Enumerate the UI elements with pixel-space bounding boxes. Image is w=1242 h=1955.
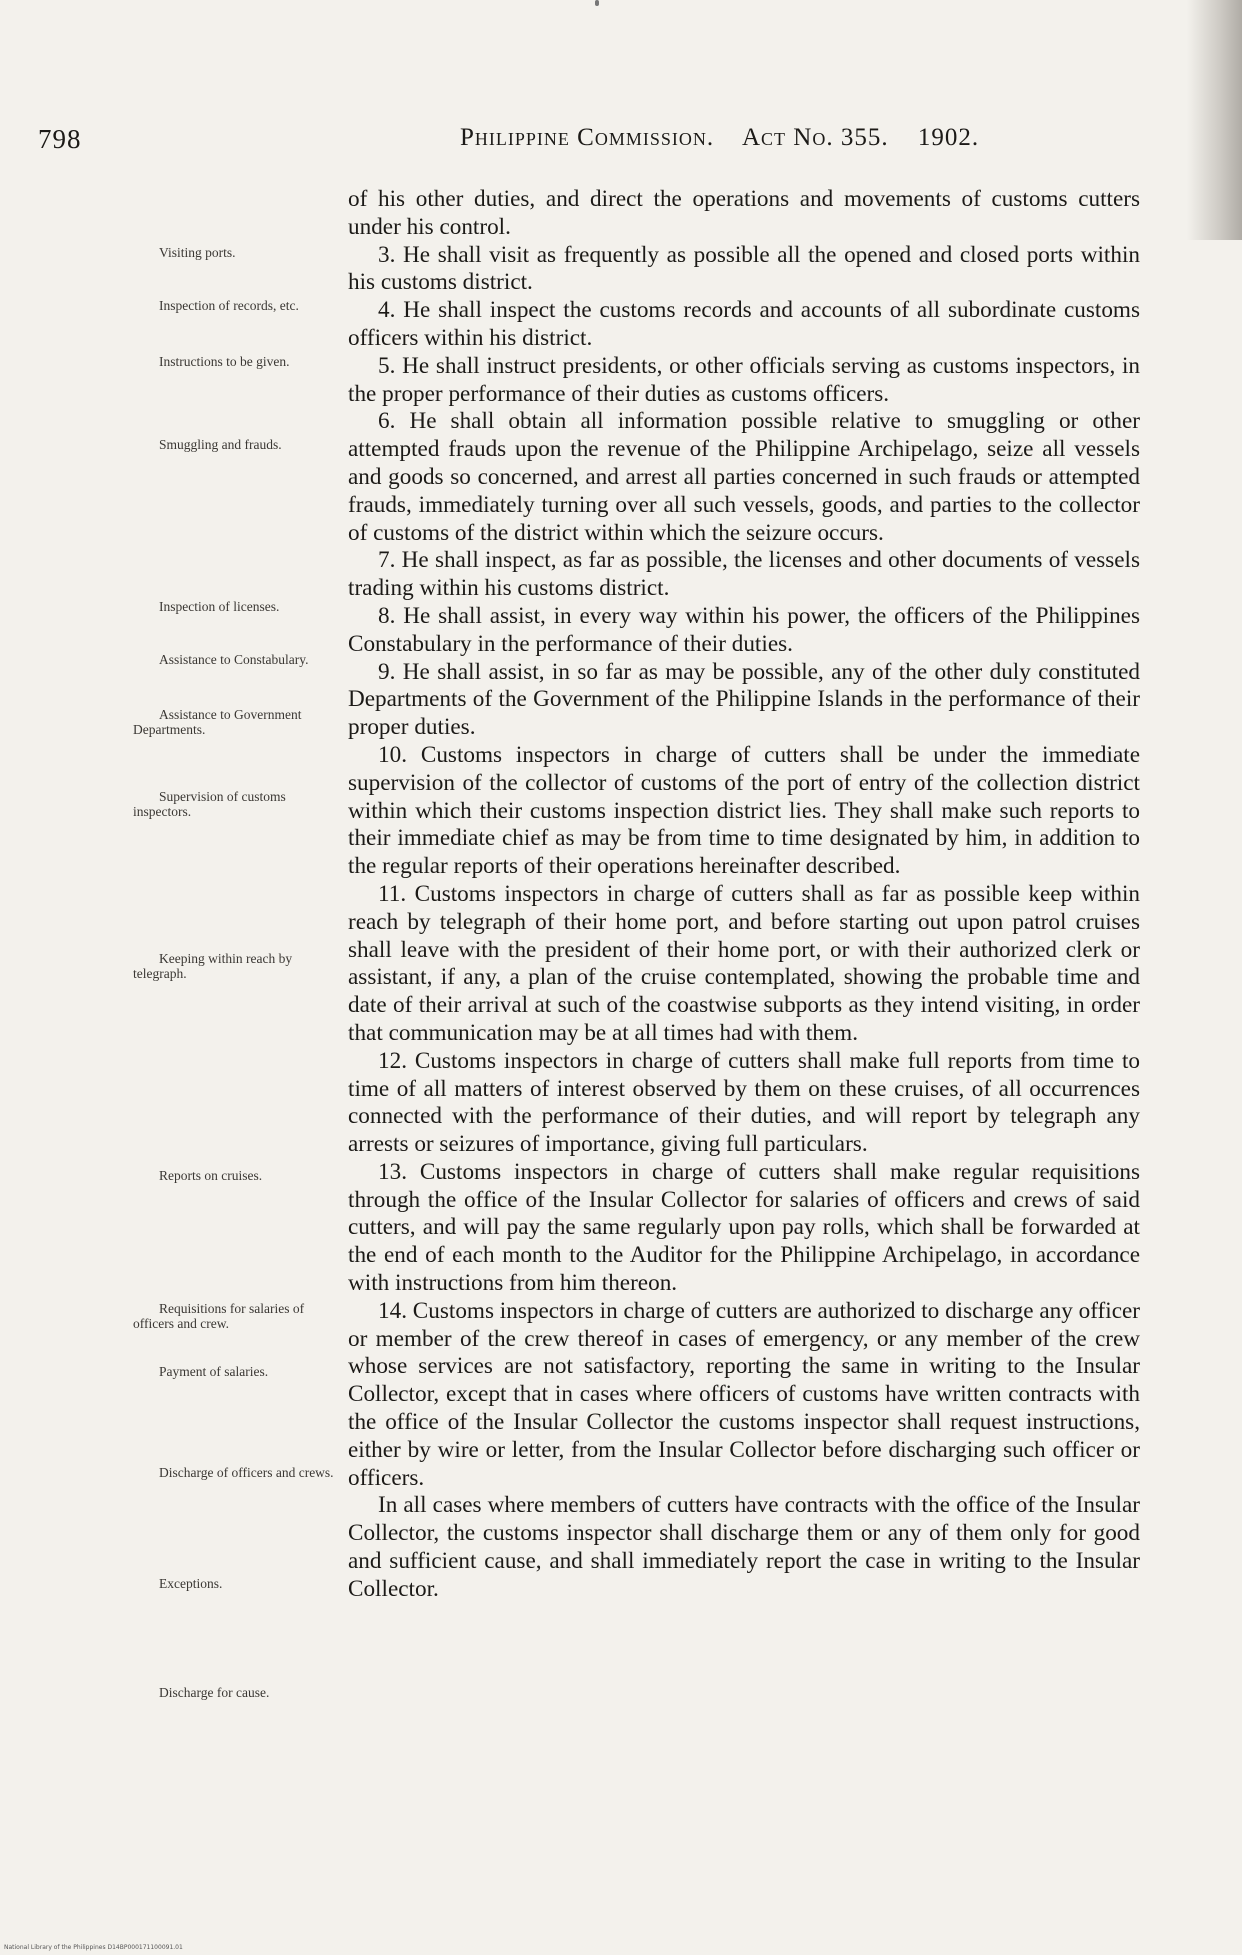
paragraph: 14. Customs inspectors in charge of cutters are authorized to discharge any officer or member of the crew thereof in cases of emergency, or any member of the crew whose services are not satisfactory, reporting the same in writing to the Insular Collector, except that in cases where officers of customs have written contracts with the office of the Insular Collector the customs inspector shall request instructions, either by wire or letter, from the Insular Collector before discharging such officer or officers. — [348, 1297, 1140, 1491]
running-head-title: Philippine Commission. — [460, 124, 715, 151]
margin-note: Exceptions. — [159, 1576, 223, 1591]
body-text — [348, 186, 1140, 1604]
margin-note: Assistance to Constabulary. — [159, 652, 309, 667]
margin-note: Supervision of customs inspectors. — [133, 789, 286, 819]
running-head-act: Act No. 355. — [741, 124, 889, 151]
margin-note: Smuggling and frauds. — [159, 437, 282, 452]
scan-shadow — [1187, 0, 1242, 240]
paragraph: In all cases where members of cutters have contracts with the office of the Insular Collector, the customs inspector shall discharge them or any of them only for good and sufficient cause, and shall immediately report the case in writing to the Insular Collector. — [348, 1492, 1140, 1602]
margin-note: Reports on cruises. — [159, 1168, 263, 1183]
paragraph: 7. He shall inspect, as far as possible, the licenses and other documents of vessels trading within his customs district. — [348, 547, 1140, 602]
scan-speck — [595, 0, 599, 6]
paragraph: 9. He shall assist, in so far as may be possible, any of the other duly constituted Departments of the Government of the Philippine Islands in the performance of their proper duties. — [348, 658, 1140, 741]
margin-note: Keeping within reach by telegraph. — [133, 951, 293, 981]
margin-note: Inspection of records, etc. — [159, 298, 299, 313]
paragraph: 11. Customs inspectors in charge of cutters shall as far as possible keep within reach by telegraph of their home port, and before starting out upon patrol cruises shall leave with the president of their home port, or with their authorized clerk or assistant, if any, a plan of the cruise contemplated, showing the probable time and date of their arrival at such of the coastwise subports as they intend visiting, in order that communication may be at all times had with them. — [348, 880, 1140, 1046]
page-number: 798 — [38, 124, 82, 154]
paragraph: of his other duties, and direct the operations and movements of customs cutters under his control. — [348, 186, 1140, 240]
running-head — [460, 124, 1001, 152]
margin-note: Instructions to be given. — [159, 354, 290, 369]
paragraph: 10. Customs inspectors in charge of cutters shall be under the immediate supervision of the collector of customs of the port of entry of the collection district within which their customs inspection district lies. They shall make such reports to their immediate chief as may be from time to time designated by him, in addition to the regular reports of their operations hereinafter described. — [348, 741, 1140, 880]
paragraph: 12. Customs inspectors in charge of cutters shall make full reports from time to time of all matters of interest observed by them on these cruises, of all occurrences connected with the performance of their duties, and will report by telegraph any arrests or seizures of importance, giving full particulars. — [348, 1047, 1140, 1158]
paragraph: 5. He shall instruct presidents, or other officials serving as customs inspectors, in the proper performance of their duties as customs officers. — [348, 352, 1140, 407]
margin-note: Requisitions for salaries of officers and crew. — [133, 1301, 305, 1331]
margin-note: Discharge for cause. — [159, 1685, 270, 1700]
margin-note: Visiting ports. — [159, 245, 236, 260]
running-head-year: 1902. — [917, 124, 980, 151]
paragraph: 6. He shall obtain all information possible relative to smuggling or other attempted frauds upon the revenue of the Philippine Archipelago, seize all vessels and goods so concerned, and arrest all parties concerned in such frauds or attempted frauds, immediately turning over all such vessels, goods, and parties to the collector of customs of the district within which the seizure occurs. — [348, 408, 1140, 546]
scan-footer-id: National Library of the Philippines D14BP000171100091.01 — [4, 1944, 183, 1951]
margin-note: Assistance to Government Departments. — [133, 707, 302, 737]
paragraph: 3. He shall visit as frequently as possible all the opened and closed ports within his customs district. — [348, 241, 1140, 296]
margin-note: Payment of salaries. — [159, 1364, 269, 1379]
paragraph: 13. Customs inspectors in charge of cutters shall make regular requisitions through the office of the Insular Collector for salaries of officers and crews of said cutters, and will pay the same regularly upon pay rolls, which shall be forwarded at the end of each month to the Auditor for the Philippine Archipelago, in accordance with instructions from him thereon. — [348, 1158, 1140, 1297]
margin-note: Discharge of officers and crews. — [159, 1465, 334, 1480]
paragraph: 4. He shall inspect the customs records and accounts of all subordinate customs officers within his district. — [348, 297, 1140, 351]
margin-note: Inspection of licenses. — [159, 599, 280, 614]
paragraph: 8. He shall assist, in every way within his power, the officers of the Philippines Constabulary in the performance of their duties. — [348, 602, 1140, 657]
